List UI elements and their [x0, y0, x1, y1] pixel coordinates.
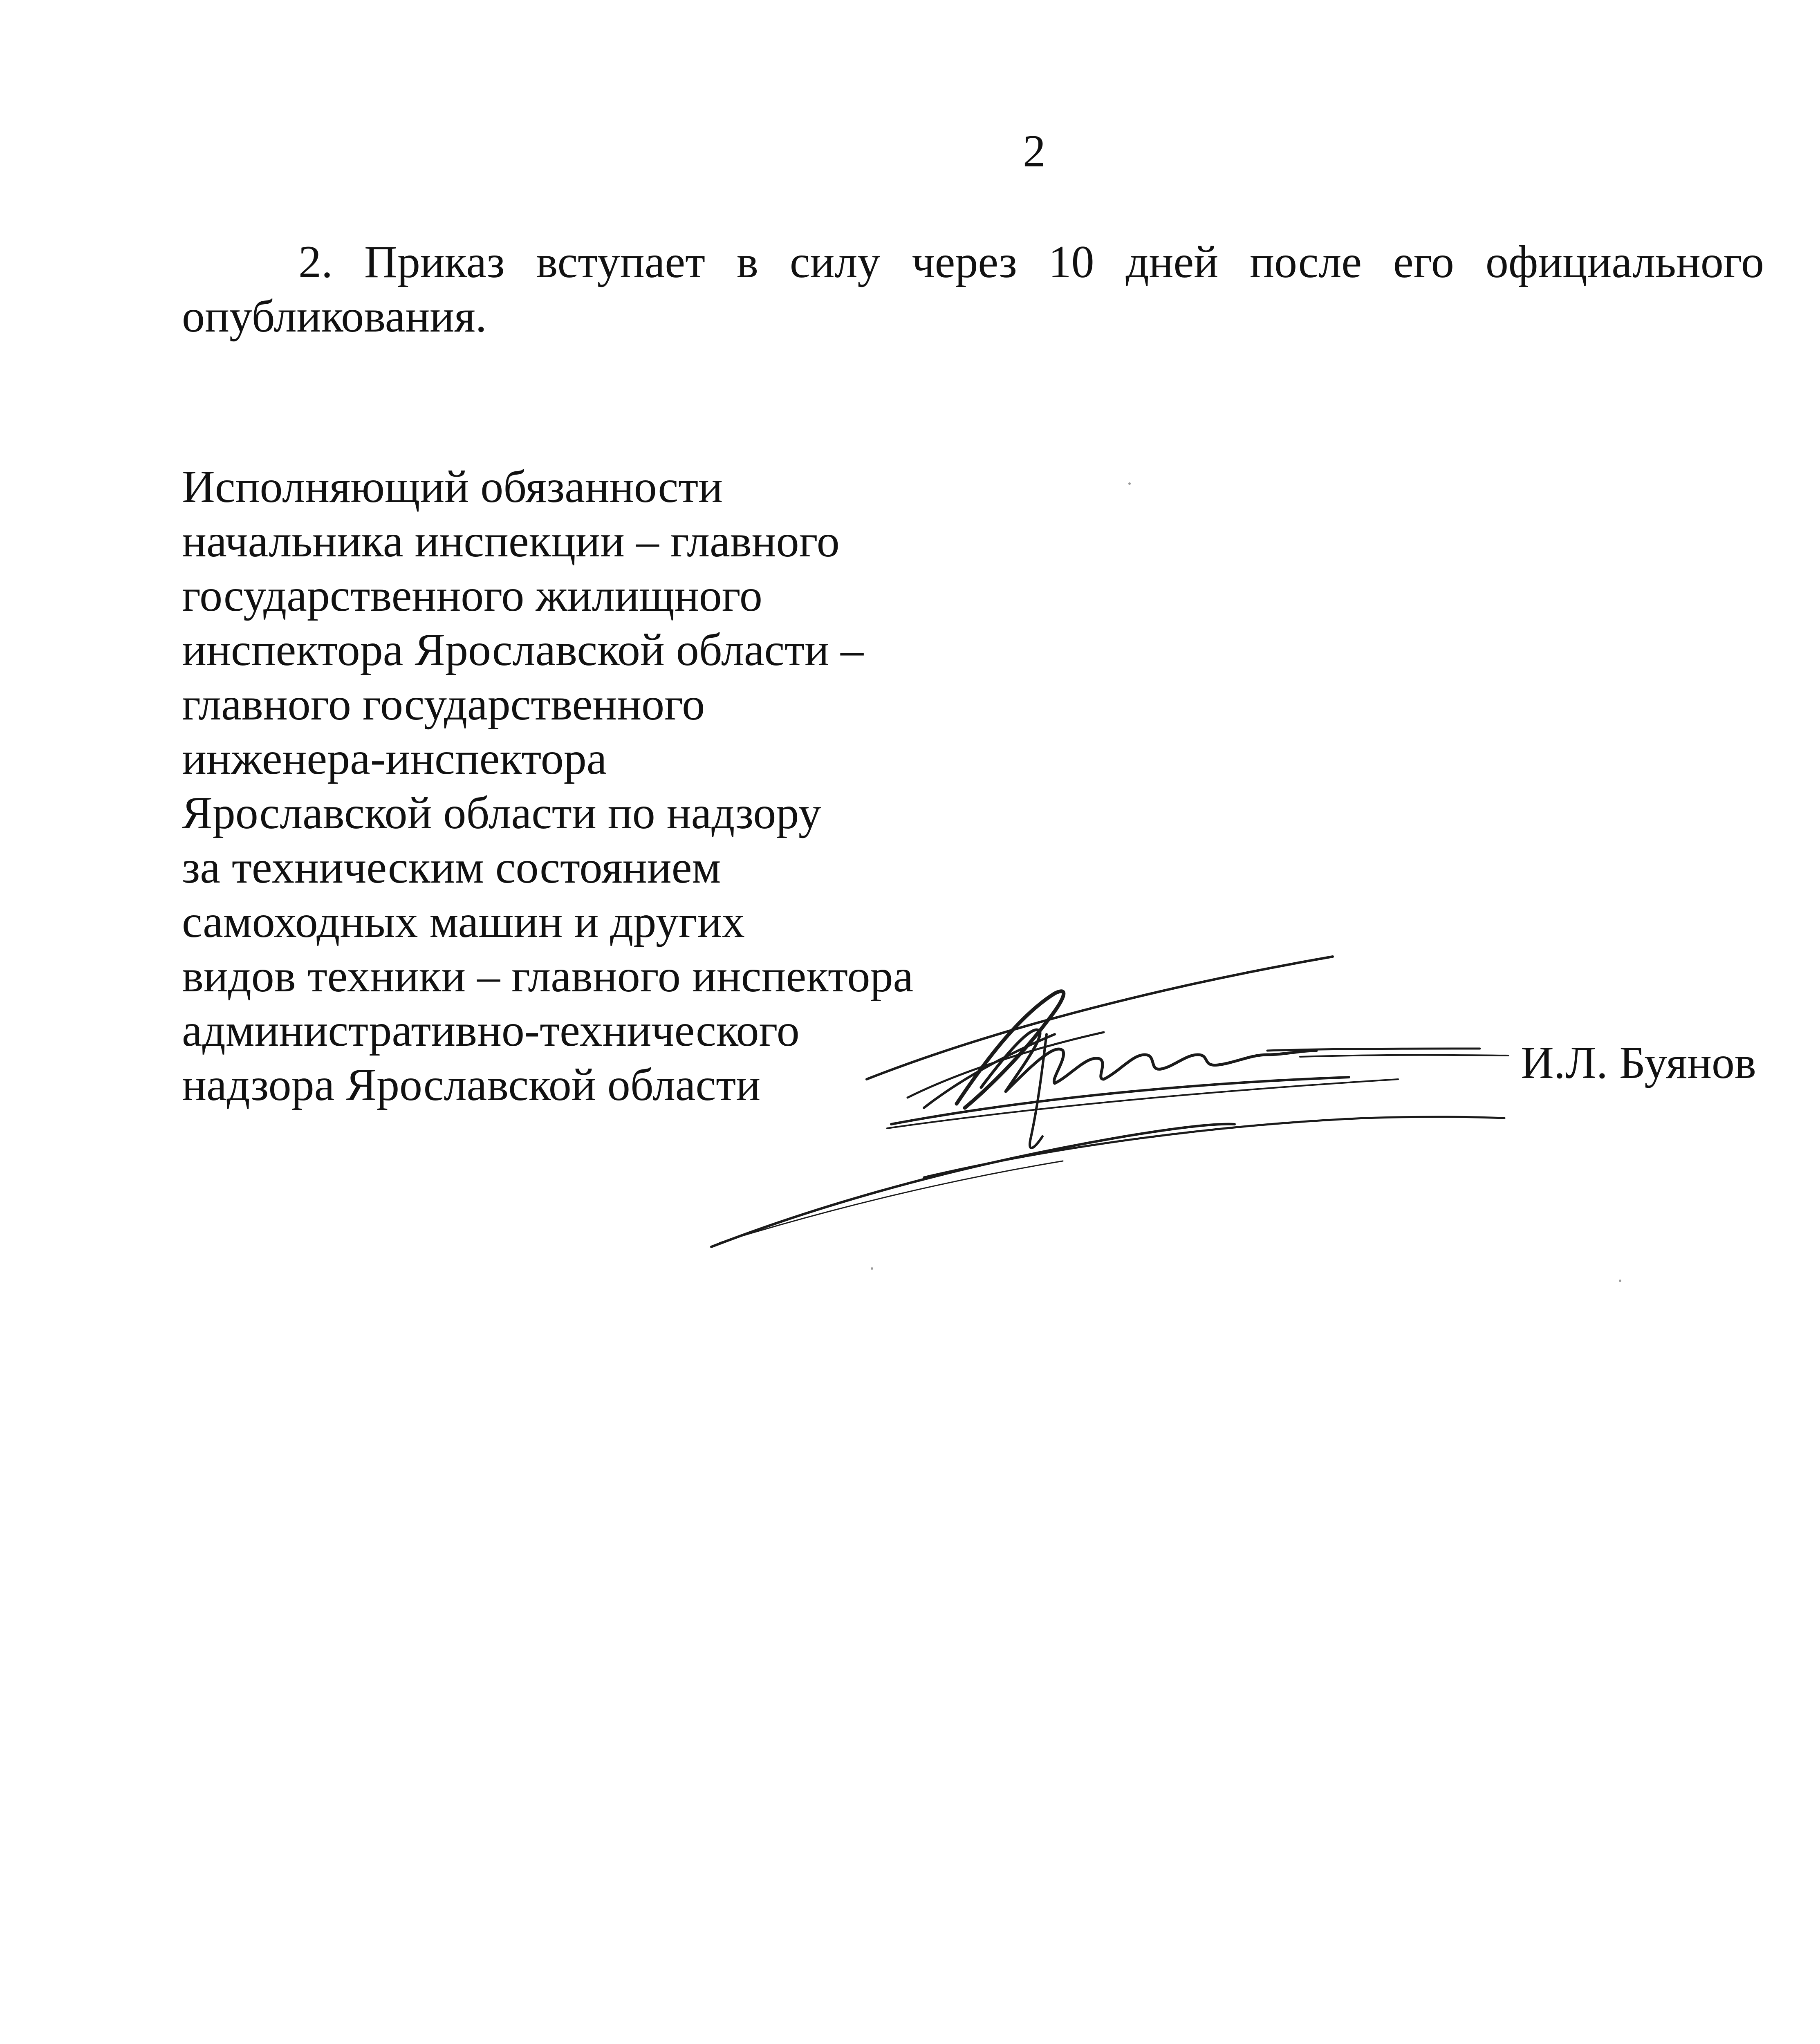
position-line: самоходных машин и других [182, 896, 745, 947]
position-line: административно-технического [182, 1005, 800, 1056]
page-number: 2 [1023, 126, 1046, 177]
position-line: начальника инспекции – главного [182, 516, 840, 567]
scan-speck [871, 1267, 873, 1270]
position-line: за техническим состоянием [182, 842, 721, 893]
signer-name: И.Л. Буянов [1521, 1038, 1756, 1088]
position-line: надзора Ярославской области [182, 1060, 761, 1110]
scan-speck [1619, 1280, 1621, 1282]
handwritten-signature-icon [695, 932, 1553, 1259]
position-line: видов техники – главного инспектора [182, 951, 914, 1002]
position-line: главного государственного [182, 679, 705, 730]
scan-speck [1128, 482, 1131, 485]
paragraph-text: 2. Приказ вступает в силу через 10 дней после его официального опубликования. [182, 237, 1764, 342]
position-line: инспектора Ярославской области – [182, 625, 864, 675]
position-line: инженера-инспектора [182, 733, 607, 784]
position-line: государственного жилищного [182, 570, 762, 621]
order-paragraph [182, 235, 1764, 344]
position-line: Ярославской области по надзору [182, 788, 821, 838]
position-line: Исполняющий обязанности [182, 462, 723, 512]
